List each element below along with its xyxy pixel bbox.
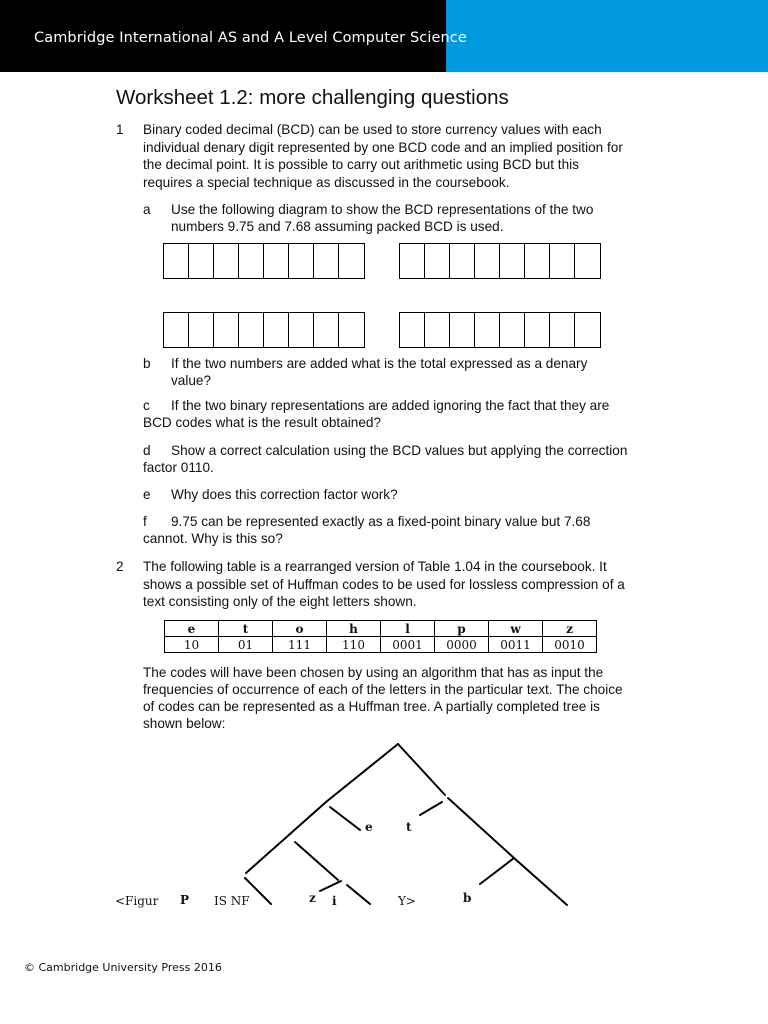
q1a-label: a (143, 202, 151, 217)
tree-edge (448, 798, 514, 858)
tree-edge (330, 807, 360, 830)
table-cell-letter: h (327, 621, 381, 637)
table-cell-code: 111 (273, 637, 327, 653)
figure-placeholder-middle: IS NF (214, 894, 250, 908)
table-cell-letter: e (165, 621, 219, 637)
q1c-line-2: BCD codes what is the result obtained? (143, 415, 382, 430)
q2-intro-line-2: shows a possible set of Huffman codes to be used for lossless compression of a (143, 576, 625, 592)
q1c-label: c (143, 398, 150, 413)
table-cell-code: 01 (219, 637, 273, 653)
q2-after-line-4: shown below: (143, 716, 226, 731)
q1b-line-1: If the two numbers are added what is the total expressed as a denary (171, 356, 588, 371)
worksheet-title: Worksheet 1.2: more challenging questions (116, 86, 509, 109)
table-cell-letter: o (273, 621, 327, 637)
table-cell-letter: t (219, 621, 273, 637)
q1a-line-2: numbers 9.75 and 7.68 assuming packed BCD is used. (171, 219, 504, 234)
q1b-line-2: value? (171, 373, 212, 388)
q1-intro-line-1: Binary coded decimal (BCD) can be used to store currency values with each (143, 122, 602, 137)
tree-edge (320, 881, 341, 891)
table-cell-code: 0010 (543, 637, 597, 653)
q2-after-line-3: of codes can be represented as a Huffman tree. A partially completed tree is (143, 699, 600, 714)
table-cell-code: 10 (165, 637, 219, 653)
tree-leaf-z: z (309, 891, 316, 905)
table-cell-code: 0000 (435, 637, 489, 653)
tree-edge (326, 744, 398, 802)
tree-edge (398, 744, 445, 795)
q1d-line-2: factor 0110. (143, 460, 214, 475)
footer-copyright: © Cambridge University Press 2016 (24, 961, 222, 974)
q2-after-line-1: The codes will have been chosen by using an algorithm that has as input the (143, 665, 604, 680)
table-cell-code: 110 (327, 637, 381, 653)
table-cell-code: 0001 (381, 637, 435, 653)
tree-leaf-e: e (365, 820, 373, 834)
q1d-line-1: Show a correct calculation using the BCD values but applying the correction (171, 443, 628, 458)
figure-placeholder-right: Y> (398, 894, 416, 908)
table-cell-letter: l (381, 621, 435, 637)
tree-edge (246, 802, 326, 873)
q1e-label: e (143, 487, 151, 502)
table-cell-letter: z (543, 621, 597, 637)
q2-after-line-2: frequencies of occurrence of each of the letters in the particular text. The choice (143, 682, 623, 697)
q1f-line-2: cannot. Why is this so? (143, 531, 283, 546)
q2-intro-line-3: text consisting only of the eight letters shown. (143, 594, 417, 609)
q1a-line-1: Use the following diagram to show the BCD representations of the two (171, 202, 594, 217)
q1f-line-1: 9.75 can be represented exactly as a fixed-point binary value but 7.68 (171, 514, 591, 529)
q1-intro-line-2: individual denary digit represented by one BCD code and an implied position for (143, 139, 623, 155)
table-cell-code: 0011 (489, 637, 543, 653)
question-number-1: 1 (116, 122, 124, 137)
figure-placeholder-left: <Figur (115, 894, 159, 908)
q1b-label: b (143, 356, 151, 371)
table-cell-letter: w (489, 621, 543, 637)
q2-intro-line-1: The following table is a rearranged version of Table 1.04 in the coursebook. It (143, 559, 607, 574)
q1e-line-1: Why does this correction factor work? (171, 487, 398, 502)
q1-intro-line-4: requires a special technique as discussed in the coursebook. (143, 174, 510, 190)
tree-edge (295, 842, 338, 880)
tree-leaf-i: i (332, 894, 337, 908)
question-number-2: 2 (116, 559, 124, 574)
tree-leaf-p: P (180, 893, 190, 907)
q1-intro-line-3: the decimal point. It is possible to carry out arithmetic using BCD but this (143, 157, 579, 172)
tree-leaf-b: b (463, 891, 472, 905)
tree-leaf-t: t (406, 820, 412, 834)
q1f-label: f (143, 514, 147, 529)
q1c-line-1: If the two binary representations are added ignoring the fact that they are (171, 398, 610, 413)
tree-edge (514, 858, 567, 905)
tree-edge (420, 802, 442, 815)
header-title: Cambridge International AS and A Level Computer Science (34, 30, 467, 46)
table-cell-letter: p (435, 621, 489, 637)
q1d-label: d (143, 443, 151, 458)
tree-edge (347, 885, 370, 904)
tree-edge (480, 858, 514, 884)
